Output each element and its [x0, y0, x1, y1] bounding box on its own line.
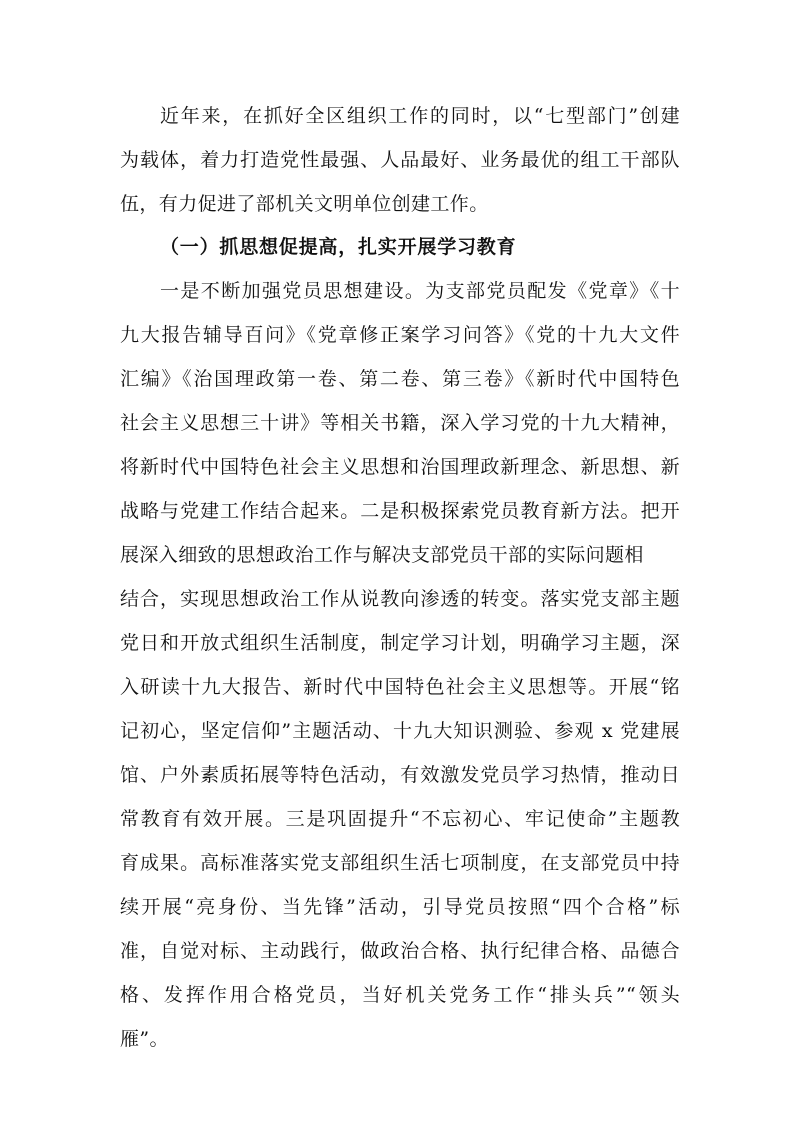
section-heading: （一）抓思想促提高，扎实开展学习教育: [160, 236, 517, 258]
body-line-17: 格、发挥作用合格党员，当好机关党务工作“排头兵”“领头: [120, 984, 680, 1006]
body-line-6: 战略与党建工作结合起来。二是积极探索党员教育新方法。把开: [120, 500, 680, 522]
body-line-14: 育成果。高标准落实党支部组织生活七项制度，在支部党员中持: [120, 852, 680, 874]
intro-line-2: 为载体，着力打造党性最强、人品最好、业务最优的组工干部队: [120, 149, 680, 171]
body-line-2: 九大报告辅导百问》《党章修正案学习问答》《党的十九大文件: [120, 324, 680, 346]
body-line-8: 结合，实现思想政治工作从说教向渗透的转变。落实党支部主题: [120, 588, 680, 610]
body-line-11: 记初心，坚定信仰”主题活动、十九大知识测验、参观 x 党建展: [120, 720, 680, 742]
body-line-12: 馆、户外素质拓展等特色活动，有效激发党员学习热情，推动日: [120, 764, 680, 786]
body-line-5: 将新时代中国特色社会主义思想和治国理政新理念、新思想、新: [120, 456, 680, 478]
body-line-4: 社会主义思想三十讲》等相关书籍，深入学习党的十九大精神，: [120, 412, 680, 434]
body-line-7: 展深入细致的思想政治工作与解决支部党员干部的实际问题相: [120, 544, 644, 566]
body-line-1: 一是不断加强党员思想建设。为支部党员配发《党章》《十: [160, 280, 680, 302]
body-line-18: 雁”。: [120, 1028, 169, 1050]
intro-line-3: 伍，有力促进了部机关文明单位创建工作。: [120, 193, 489, 215]
body-line-9: 党日和开放式组织生活制度，制定学习计划，明确学习主题，深: [120, 632, 680, 654]
body-line-15: 续开展“亮身份、当先锋”活动，引导党员按照“四个合格”标: [120, 896, 680, 918]
body-line-3: 汇编》《治国理政第一卷、第二卷、第三卷》《新时代中国特色: [120, 368, 680, 390]
intro-line-1: 近年来，在抓好全区组织工作的同时，以“七型部门”创建: [160, 105, 680, 127]
body-line-10: 入研读十九大报告、新时代中国特色社会主义思想等。开展“铭: [120, 676, 680, 698]
body-line-13: 常教育有效开展。三是巩固提升“不忘初心、牢记使命”主题教: [120, 808, 680, 830]
body-line-16: 准，自觉对标、主动践行，做政治合格、执行纪律合格、品德合: [120, 940, 680, 962]
